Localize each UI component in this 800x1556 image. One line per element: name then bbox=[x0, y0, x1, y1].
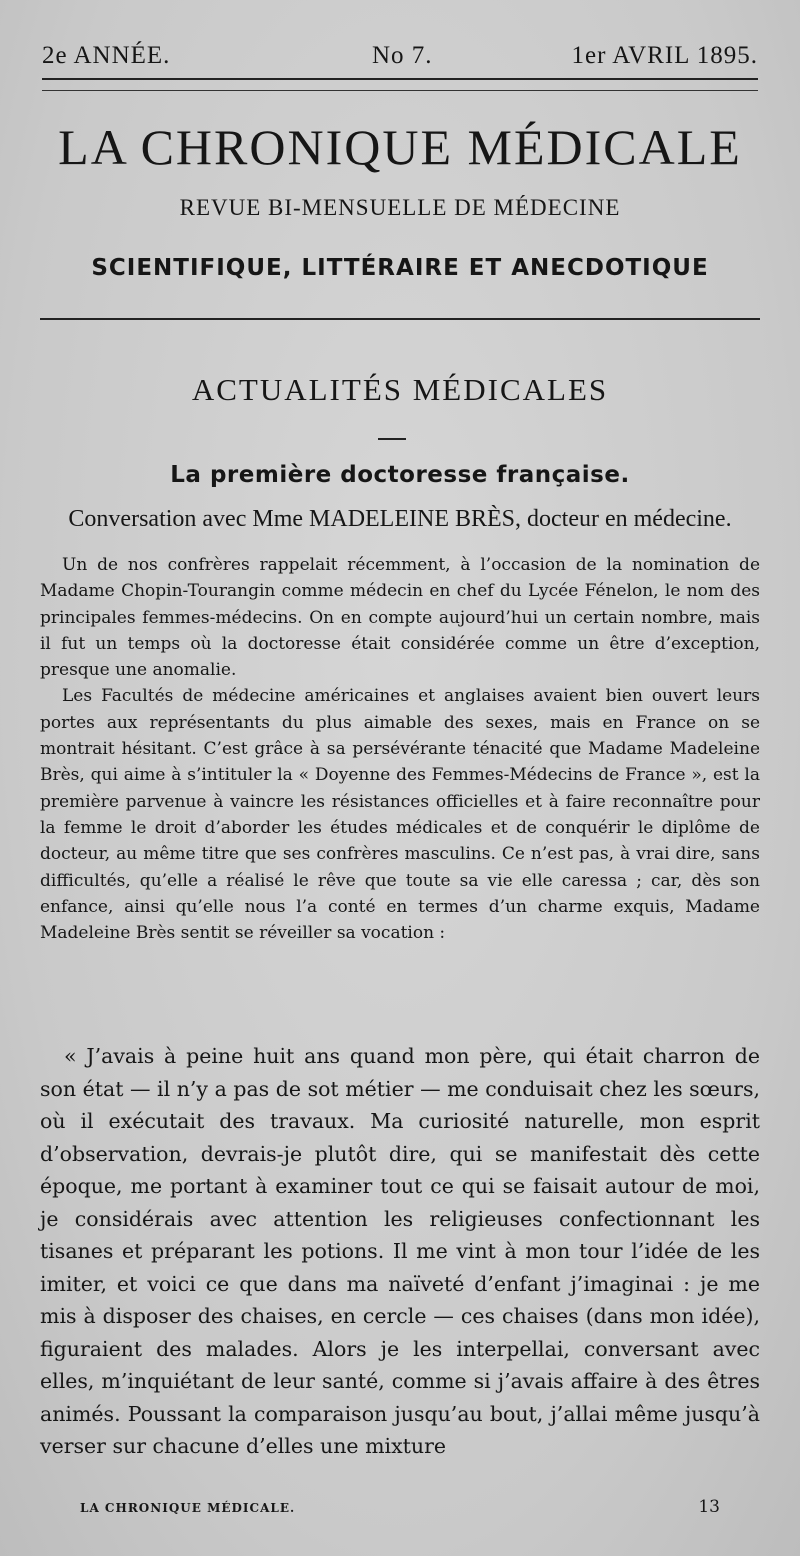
issue-year: 2e ANNÉE. bbox=[42, 42, 171, 69]
quote-paragraph: « J’avais à peine huit ans quand mon père, qui était charron de son état — il n’y a pas de sot métier — me conduisait chez les sœurs, où il exécutait des travaux. Ma curiosité naturelle, mon esprit d’observation, devrais-je plutôt dire, qui se manifestait dès cette époque, me portant à examiner tout ce qui se faisait autour de moi, je considérais avec attention les religieuses confectionnant les tisanes et préparant les potions. Il me vint à mon tour l’idée de les imiter, et voici ce que dans ma naïveté d’enfant j’imaginai : je me mis à disposer des chaises, en cercle — ces chaises (dans mon idée), figuraient des malades. Alors je les interpellai, conversant avec elles, m’inquiétant de leur santé, comme si j’avais affaire à des êtres animés. Poussant la comparaison jusqu’au bout, j’allai même jusqu’à verser sur chacune d’elles une mixture bbox=[40, 1044, 760, 1458]
page-footer bbox=[80, 1497, 720, 1521]
paragraph: Les Facultés de médecine américaines et anglaises avaient bien ouvert leurs portes aux représentants du plus aimable des sexes, mais en France on se montrait hésitant. C’est grâce à sa persévérante ténacité que Madame Madeleine Brès, qui aime à s’intituler la « Doyenne des Femmes-Médecins de France », est la première parvenue à vaincre les résistances officielles et à faire reconnaître pour la femme le droit d’aborder les études médicales et de conquérir le diplôme de docteur, au même titre que ses confrères masculins. Ce n’est pas, à vrai dire, sans difficultés, qu’elle a réalisé le rêve que toute sa vie elle caressa ; car, dès son enfance, ainsi qu’elle nous l’a conté en termes d’un charme exquis, Madame Madeleine Brès sentit se réveiller sa vocation : bbox=[40, 686, 760, 944]
quote-body bbox=[40, 1040, 760, 1463]
article-title: La première doctoresse française. bbox=[170, 462, 630, 488]
journal-subtitle-2: SCIENTIFIQUE, LITTÉRAIRE ET ANECDOTIQUE bbox=[91, 255, 709, 281]
issue-number: No 7. bbox=[372, 42, 433, 69]
issue-date: 1er AVRIL 1895. bbox=[571, 42, 758, 69]
journal-title: LA CHRONIQUE MÉDICALE bbox=[58, 119, 742, 175]
masthead-rule bbox=[40, 318, 760, 320]
journal-subtitle-1: REVUE BI-MENSUELLE DE MÉDECINE bbox=[179, 195, 621, 220]
section-title: ACTUALITÉS MÉDICALES bbox=[191, 372, 609, 407]
issue-header bbox=[42, 34, 758, 74]
paragraph: Un de nos confrères rappelait récemment, à l’occasion de la nomination de Madame Chopin-Tourangin comme médecin en chef du Lycée Fénelon, le nom des principales femmes-médecins. On en compte aujourd’hui un certain nombre, mais il fut un temps où la doctoresse était considérée comme un être d’exception, presque une anomalie. bbox=[40, 555, 760, 681]
article-subtitle: Conversation avec Mme MADELEINE BRÈS, docteur en médecine. bbox=[68, 506, 732, 532]
article-body bbox=[40, 552, 760, 946]
page-number: 13 bbox=[698, 1497, 720, 1517]
footer-journal-name: LA CHRONIQUE MÉDICALE. bbox=[80, 1501, 296, 1515]
header-rule bbox=[42, 78, 758, 91]
section-divider bbox=[378, 438, 406, 440]
